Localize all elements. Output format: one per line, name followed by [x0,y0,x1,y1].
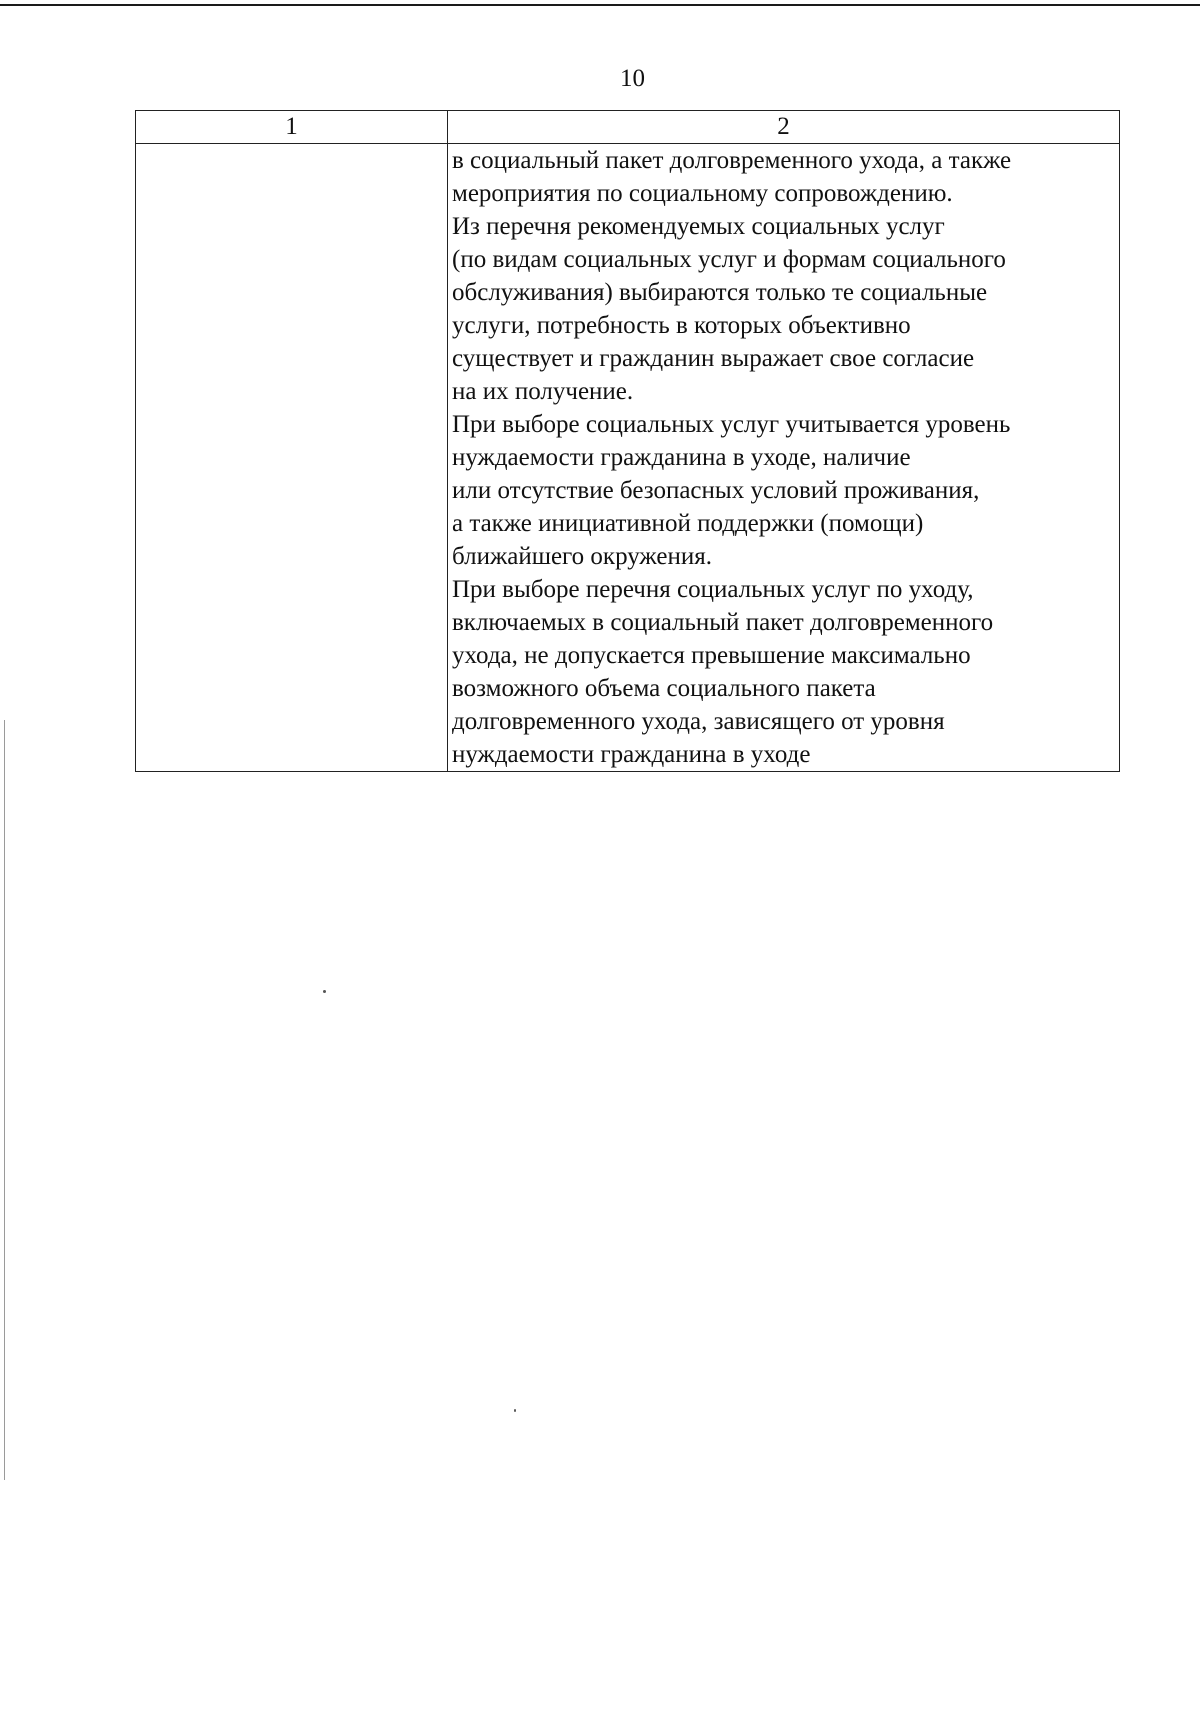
text-line: нуждаемости гражданина в уходе, наличие [452,444,911,471]
text-line: включаемых в социальный пакет долговременного [452,609,994,636]
text-line: а также инициативной поддержки (помощи) [452,510,924,537]
text-line: При выборе социальных услуг учитывается уровень [452,411,1011,438]
column-header-2: 2 [448,111,1120,144]
table-header-row [136,111,1120,144]
scan-speck [514,1409,516,1412]
text-line: Из перечня рекомендуемых социальных услуг [452,213,945,240]
content-table [135,110,1120,772]
text-line: в социальный пакет долговременного ухода, а также [452,147,1012,174]
text-line: на их получение. [452,378,634,405]
table-cell-col2 [448,144,1120,772]
text-line: мероприятия по социальному сопровождению. [452,180,953,207]
text-line: ближайшего окружения. [452,543,712,570]
text-line: нуждаемости гражданина в уходе [452,741,811,768]
text-line: услуги, потребность в которых объективно [452,312,911,339]
column-header-1: 1 [136,111,448,144]
text-line: ухода, не допускается превышение максимально [452,642,971,669]
text-line: или отсутствие безопасных условий проживания, [452,477,980,504]
scan-top-border [0,4,1200,6]
text-line: (по видам социальных услуг и формам социального [452,246,1006,273]
text-line: обслуживания) выбираются только те социальные [452,279,988,306]
table-cell-col1 [136,144,448,772]
text-line: долговременного ухода, зависящего от уровня [452,708,945,735]
text-line: существует и гражданин выражает свое согласие [452,345,975,372]
text-line: возможного объема социального пакета [452,675,876,702]
scan-left-edge [4,720,5,1480]
text-line: При выборе перечня социальных услуг по уходу, [452,576,974,603]
page-number: 10 [620,65,645,92]
scan-speck [323,990,326,993]
table-row [136,144,1120,772]
